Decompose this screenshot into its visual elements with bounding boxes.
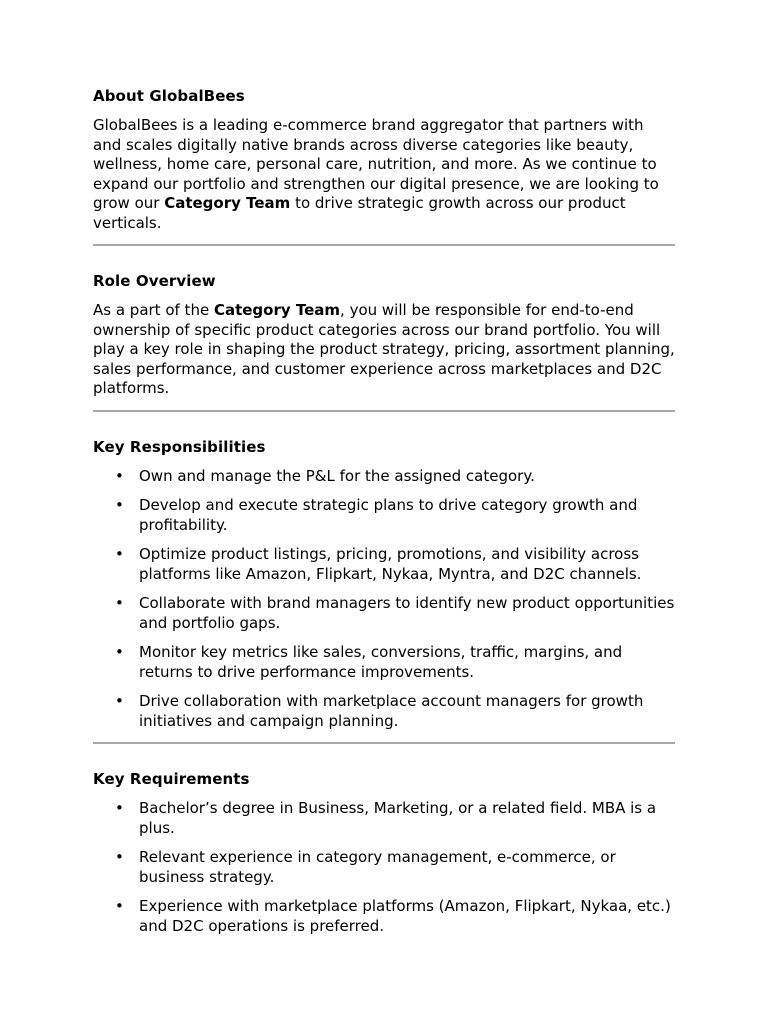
responsibilities-list <box>93 467 675 732</box>
list-item-text: Relevant experience in category management, e-commerce, or business strategy. <box>139 848 616 886</box>
about-section <box>93 86 675 233</box>
about-paragraph <box>93 116 675 233</box>
list-item <box>93 545 675 584</box>
role-paragraph <box>93 301 675 399</box>
list-item-text: Develop and execute strategic plans to drive category growth and profitability. <box>139 496 638 534</box>
list-item-text: Drive collaboration with marketplace account managers for growth initiatives and campaign planning. <box>139 692 644 730</box>
list-item-text: Optimize product listings, pricing, promotions, and visibility across platforms like Amazon, Flipkart, Nykaa, Myntra, and D2C channels. <box>139 545 642 583</box>
bullet-icon: • <box>115 897 124 915</box>
document-content <box>93 86 675 946</box>
role-text-1: As a part of the <box>93 301 214 319</box>
bullet-icon: • <box>115 496 124 514</box>
list-item <box>93 496 675 535</box>
list-item <box>93 692 675 731</box>
list-item <box>93 799 675 838</box>
requirements-list <box>93 799 675 936</box>
about-heading: About GlobalBees <box>93 87 245 105</box>
requirements-section <box>93 769 675 936</box>
list-item-text: Monitor key metrics like sales, conversions, traffic, margins, and returns to drive performance improvements. <box>139 643 623 681</box>
role-text-2: , you will be responsible for end-to-end ownership of specific product categories across our brand portfolio. You will play a key role in shaping the product strategy, pricing, assortment planning, sales performance, and customer experience across marketplaces and D2C platforms. <box>93 301 675 397</box>
about-text-1: GlobalBees is a leading e-commerce brand aggregator that partners with and scales digitally native brands across diverse categories like beauty, wellness, home care, personal care, nutrition, and more. As we continue to expand our portfolio and strengthen our digital presence, we are looking to grow our <box>93 116 659 212</box>
bullet-icon: • <box>115 466 124 485</box>
divider <box>93 244 675 246</box>
list-item <box>93 643 675 682</box>
requirements-heading: Key Requirements <box>93 770 250 788</box>
bullet-icon: • <box>115 545 124 563</box>
list-item-text: Collaborate with brand managers to identify new product opportunities and portfolio gaps. <box>139 594 675 632</box>
role-heading: Role Overview <box>93 272 216 290</box>
responsibilities-section <box>93 437 675 732</box>
divider <box>93 410 675 412</box>
list-item <box>93 897 675 936</box>
about-bold: Category Team <box>164 194 291 212</box>
bullet-icon: • <box>115 594 124 612</box>
about-text-2: to drive strategic growth across our product verticals. <box>93 194 626 232</box>
role-section <box>93 271 675 399</box>
bullet-icon: • <box>115 848 124 866</box>
bullet-icon: • <box>115 643 124 661</box>
list-item <box>93 594 675 633</box>
list-item <box>93 848 675 887</box>
list-item-text: Experience with marketplace platforms (Amazon, Flipkart, Nykaa, etc.) and D2C operations is preferred. <box>139 897 671 935</box>
divider <box>93 742 675 744</box>
list-item-text: Own and manage the P&L for the assigned category. <box>139 466 535 485</box>
bullet-icon: • <box>115 799 124 817</box>
list-item-text: Bachelor’s degree in Business, Marketing, or a related field. MBA is a plus. <box>139 799 657 837</box>
role-bold: Category Team <box>213 301 341 319</box>
list-item <box>93 467 675 487</box>
responsibilities-heading: Key Responsibilities <box>93 437 266 456</box>
bullet-icon: • <box>115 692 124 710</box>
